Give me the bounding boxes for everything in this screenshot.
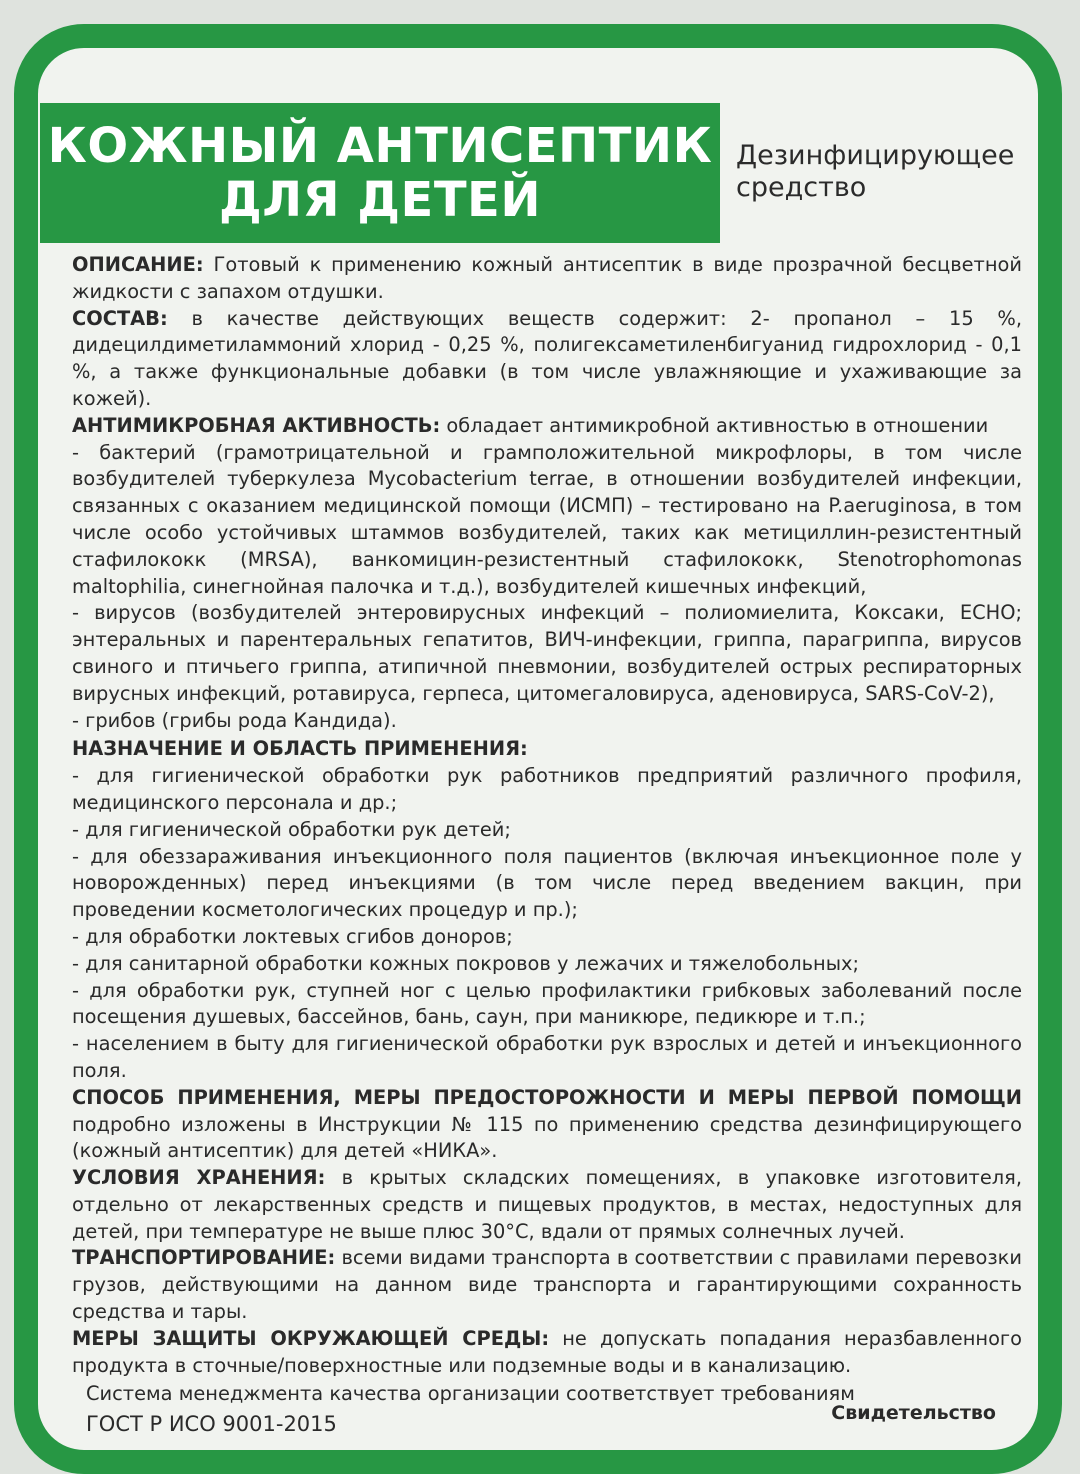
environment-text: не допускать попадания неразбавленного продукта в сточные/поверхностные или подземные воды и в канализацию. bbox=[72, 1326, 1022, 1377]
subtitle-line-2: средство bbox=[736, 172, 867, 203]
subtitle-line-1: Дезинфицирующее bbox=[736, 140, 1015, 171]
purpose-item: - для обработки рук, ступней ног с целью профилактики грибковых заболеваний после посещения душевых, бассейнов, бань, саун, при маникюре, педикюре и т.п.; bbox=[72, 978, 1022, 1029]
title-banner bbox=[40, 103, 720, 243]
antimicrobial-bacteria: - бактерий (грамотрицательной и грамположительной микрофлоры, в том числе возбудителей туберкулеза Mycobacterium terrae, в отношении возбудителей инфекции, связанных с оказанием медицинской помощи (ИСМП) – тестировано на P.aeruginosa, в том числе особо устойчивых штаммов возбудителей, таких как метициллин-резистентный стафилококк (MRSA), ванкомицин-резистентный стафилококк, Stenotrophomonas maltophilia, синегнойная палочка и т.д.), возбудителей кишечных инфекций, bbox=[72, 440, 1022, 598]
title-line-2: ДЛЯ ДЕТЕЙ bbox=[218, 172, 542, 228]
gost-standard: ГОСТ Р ИСО 9001-2015 bbox=[86, 1412, 337, 1436]
antimicrobial-section bbox=[72, 413, 1022, 440]
purpose-item: - для санитарной обработки кожных покровов у лежачих и тяжелобольных; bbox=[72, 951, 860, 975]
environment-label: МЕРЫ ЗАЩИТЫ ОКРУЖАЮЩЕЙ СРЕДЫ: bbox=[72, 1326, 550, 1350]
quality-system-note: Система менеджмента качества организации соответствует требованиям bbox=[86, 1382, 855, 1405]
composition-label: СОСТАВ: bbox=[72, 306, 168, 330]
usage-section bbox=[72, 1085, 1022, 1165]
antimicrobial-label: АНТИМИКРОБНАЯ АКТИВНОСТЬ: bbox=[72, 413, 441, 437]
purpose-label: НАЗНАЧЕНИЕ И ОБЛАСТЬ ПРИМЕНЕНИЯ: bbox=[72, 737, 528, 761]
purpose-item: - для обеззараживания инъекционного поля пациентов (включая инъекционное поле у новорожденных) перед инъекциями (в том числе перед введением вакцин, при проведении косметологических процедур и пр.); bbox=[72, 844, 1022, 922]
antimicrobial-fungi: - грибов (грибы рода Кандида). bbox=[72, 708, 397, 732]
antimicrobial-text: обладает антимикробной активностью в отношении bbox=[440, 413, 989, 437]
label-content bbox=[72, 252, 1022, 1379]
purpose-item: - для обработки локтевых сгибов доноров; bbox=[72, 924, 513, 948]
description-section bbox=[72, 252, 1022, 306]
storage-text: в крытых складских помещениях, в упаковке изготовителя, отдельно от лекарственных средств и пищевых продуктов, в местах, недоступных для детей, при температуре не выше плюс 30°С, вдали от прямых солнечных лучей. bbox=[72, 1166, 1023, 1243]
transport-section bbox=[72, 1245, 1022, 1325]
usage-text: подробно изложены в Инструкции № 115 по применению средства дезинфицирующего (кожный антисептик) для детей «НИКА». bbox=[72, 1112, 1022, 1163]
certificate-label: Свидетельство bbox=[831, 1402, 996, 1424]
storage-label: УСЛОВИЯ ХРАНЕНИЯ: bbox=[72, 1166, 326, 1190]
usage-label: СПОСОБ ПРИМЕНЕНИЯ, МЕРЫ ПРЕДОСТОРОЖНОСТИ И МЕРЫ ПЕРВОЙ ПОМОЩИ bbox=[72, 1085, 1022, 1109]
product-type bbox=[736, 140, 1036, 204]
antimicrobial-viruses: - вирусов (возбудителей энтеровирусных инфекций – полиомиелита, Коксаки, ECHO; энтеральных и парентеральных гепатитов, ВИЧ-инфекции, гриппа, парагриппа, вирусов свиного и птичьего гриппа, атипичной пневмонии, возбудителей острых респираторных вирусных инфекций, ротавируса, герпеса, цитомегаловируса, аденовируса, SARS-CoV-2), bbox=[72, 601, 1022, 705]
description-text: Готовый к применению кожный антисептик в виде прозрачной бесцветной жидкости с запахом отдушки. bbox=[72, 253, 1022, 303]
transport-label: ТРАНСПОРТИРОВАНИЕ: bbox=[72, 1246, 336, 1270]
transport-text: всеми видами транспорта в соответствии с правилами перевозки грузов, действующими на данном виде транспорта и гарантирующими сохранность средства и тары. bbox=[72, 1246, 1022, 1324]
purpose-item: - для гигиенической обработки рук детей; bbox=[72, 817, 511, 841]
composition-section bbox=[72, 306, 1022, 413]
storage-section bbox=[72, 1165, 1022, 1245]
composition-text: в качестве действующих веществ содержит: 2- пропанол – 15 %, дидецилдиметиламмоний хлорид - 0,25 %, полигексаметиленбигуанид гидрохлорид - 0,1 %, а также функциональные добавки (в том числе увлажняющие и ухаживающие за кожей). bbox=[72, 306, 1022, 410]
purpose-item: - населением в быту для гигиенической обработки рук взрослых и детей и инъекционного поля. bbox=[72, 1032, 1022, 1082]
description-label: ОПИСАНИЕ: bbox=[72, 253, 204, 276]
environment-section bbox=[72, 1326, 1022, 1380]
purpose-item: - для гигиенической обработки рук работников предприятий различного профиля, медицинского персонала и др.; bbox=[72, 764, 1022, 814]
title-line-1: КОЖНЫЙ АНТИСЕПТИК bbox=[47, 118, 713, 174]
